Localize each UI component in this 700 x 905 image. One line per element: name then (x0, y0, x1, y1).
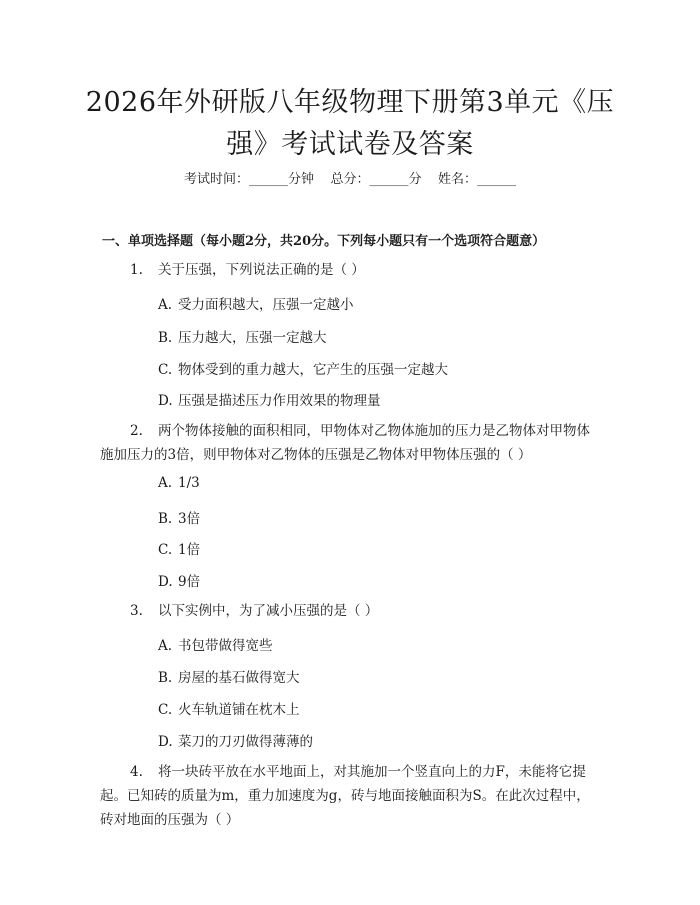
option-label: B. (158, 511, 173, 527)
title-line-1: 2026年外研版八年级物理下册第3单元《压 (85, 87, 615, 118)
question-3 (100, 599, 600, 623)
option-label: A. (158, 475, 173, 491)
option-label: C. (158, 702, 173, 718)
option-text: 1/3 (178, 475, 200, 491)
question-1 (100, 258, 600, 282)
option-text: 压力越大，压强一定越大 (178, 330, 327, 346)
option-label: D. (158, 574, 173, 590)
question-2 (100, 419, 600, 467)
option-label: D. (158, 393, 173, 409)
section-heading: 一、单项选择题（每小题2分，共20分。下列每小题只有一个选项符合题意） (102, 234, 546, 249)
q2-option-a (158, 475, 200, 491)
option-label: B. (158, 670, 173, 686)
q2-option-c (158, 538, 200, 558)
option-label: A. (158, 297, 173, 313)
exam-info-line: 考试时间：______分钟 总分：______分 姓名：______ (183, 172, 517, 187)
q2-option-b (158, 507, 200, 527)
question-number: 3. (130, 603, 143, 619)
q2-option-d (158, 570, 200, 590)
option-label: A. (158, 638, 173, 654)
option-label: C. (158, 542, 173, 558)
q3-option-c (158, 698, 300, 718)
question-stem: 将一块砖平放在水平地面上，对其施加一个竖直向上的力F，未能将它提起。已知砖的质量为m，重力加速度为g，砖与地面接触面积为S。在此次过程中，砖对地面的压强为（ ） (100, 764, 590, 828)
question-stem: 关于压强，下列说法正确的是（ ） (158, 262, 365, 278)
question-4 (100, 760, 600, 832)
option-text: 菜刀的刀刃做得薄薄的 (178, 734, 313, 750)
q1-option-d (158, 389, 381, 409)
q3-option-d (158, 730, 313, 750)
q3-option-a (158, 634, 273, 654)
q1-option-c (158, 358, 448, 378)
option-text: 物体受到的重力越大，它产生的压强一定越大 (178, 362, 448, 378)
option-text: 房屋的基石做得宽大 (178, 670, 300, 686)
q1-option-a (158, 293, 354, 313)
option-text: 3倍 (178, 511, 201, 527)
option-text: 压强是描述压力作用效果的物理量 (178, 393, 381, 409)
question-stem: 以下实例中，为了减小压强的是（ ） (158, 603, 379, 619)
question-number: 1. (130, 262, 143, 278)
option-text: 书包带做得宽些 (178, 638, 273, 654)
q3-option-b (158, 666, 300, 686)
q1-option-b (158, 326, 327, 346)
option-text: 受力面积越大，压强一定越小 (178, 297, 354, 313)
question-stem: 两个物体接触的面积相同，甲物体对乙物体施加的压力是乙物体对甲物体施加压力的3倍，则甲物体对乙物体的压强是乙物体对甲物体压强的（ ） (100, 423, 590, 463)
question-number: 4. (130, 764, 143, 780)
title-line-2: 强》考试试卷及答案 (226, 129, 474, 160)
option-label: D. (158, 734, 173, 750)
option-text: 火车轨道铺在枕木上 (178, 702, 300, 718)
exam-title (60, 82, 640, 166)
option-label: C. (158, 362, 173, 378)
option-text: 9倍 (178, 574, 201, 590)
question-number: 2. (130, 423, 143, 439)
option-text: 1倍 (178, 542, 201, 558)
option-label: B. (158, 330, 173, 346)
